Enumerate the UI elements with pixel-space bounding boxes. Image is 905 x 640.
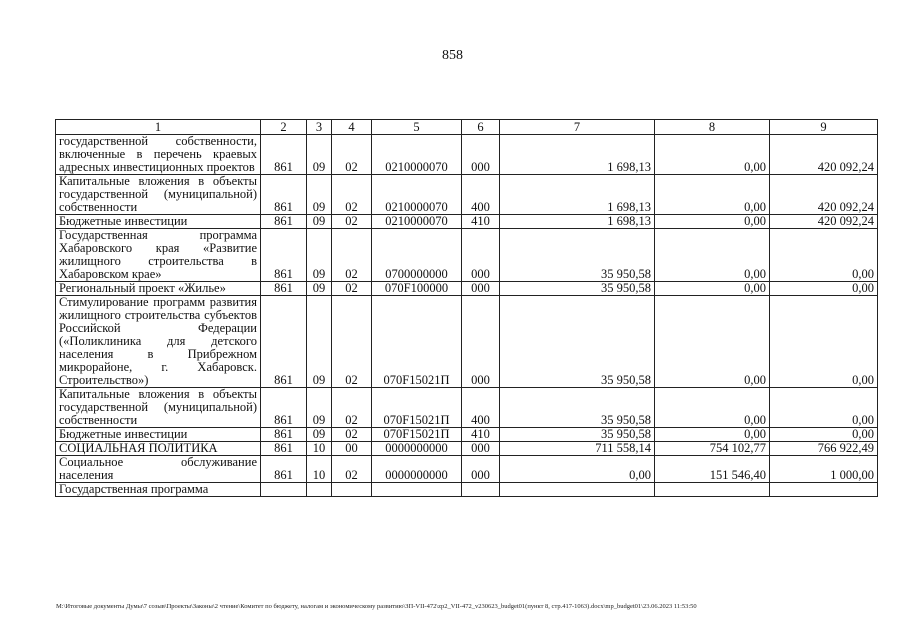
- table-cell: 000: [462, 135, 500, 175]
- table-cell: 400: [462, 388, 500, 428]
- table-cell: 000: [462, 456, 500, 483]
- table-cell: 766 922,49: [770, 442, 878, 456]
- table-cell: 070F15021П: [372, 388, 462, 428]
- table-cell: 10: [307, 442, 332, 456]
- table-cell: 35 950,58: [500, 282, 655, 296]
- table-cell: 09: [307, 229, 332, 282]
- row-name-cell: Социальное обслуживание населения: [56, 456, 261, 483]
- table-cell: 000: [462, 282, 500, 296]
- table-cell: 861: [261, 296, 307, 388]
- table-cell: [770, 483, 878, 497]
- table-cell: [462, 483, 500, 497]
- table-cell: 0,00: [655, 229, 770, 282]
- table-cell: 0,00: [655, 135, 770, 175]
- row-name-cell: Капитальные вложения в объекты государственной (муниципальной) собственности: [56, 175, 261, 215]
- table-cell: 35 950,58: [500, 229, 655, 282]
- table-row: [56, 175, 878, 215]
- table-cell: 861: [261, 215, 307, 229]
- table-cell: 861: [261, 175, 307, 215]
- table-cell: 070F100000: [372, 282, 462, 296]
- row-name-cell: Государственная программа Хабаровского края «Развитие жилищного строительства в Хабаровском крае»: [56, 229, 261, 282]
- table-cell: 070F15021П: [372, 428, 462, 442]
- table-cell: 0,00: [770, 428, 878, 442]
- table-cell: 070F15021П: [372, 296, 462, 388]
- table-cell: 0,00: [655, 175, 770, 215]
- column-header: 3: [307, 120, 332, 135]
- row-name-cell: Стимулирование программ развития жилищного строительства субъектов Российской Федерации («Поликлиника для детского населения в Прибрежном микрорайоне, г. Хабаровск. Строительство»): [56, 296, 261, 388]
- table-cell: 1 698,13: [500, 135, 655, 175]
- table-cell: 000: [462, 296, 500, 388]
- row-name-cell: Региональный проект «Жилье»: [56, 282, 261, 296]
- table-cell: [307, 483, 332, 497]
- table-cell: 0,00: [500, 456, 655, 483]
- table-cell: 0000000000: [372, 442, 462, 456]
- table-cell: 02: [332, 135, 372, 175]
- table-cell: 1 698,13: [500, 215, 655, 229]
- column-header: 4: [332, 120, 372, 135]
- column-header: 8: [655, 120, 770, 135]
- table-cell: 02: [332, 229, 372, 282]
- table-cell: 0210000070: [372, 135, 462, 175]
- table-cell: 0,00: [770, 229, 878, 282]
- table-cell: 420 092,24: [770, 135, 878, 175]
- column-header: 9: [770, 120, 878, 135]
- table-cell: 1 698,13: [500, 175, 655, 215]
- table-row: [56, 282, 878, 296]
- table-cell: 000: [462, 229, 500, 282]
- table-cell: 420 092,24: [770, 175, 878, 215]
- table-cell: 0210000070: [372, 215, 462, 229]
- table-cell: 420 092,24: [770, 215, 878, 229]
- table-row: [56, 135, 878, 175]
- table-row: [56, 483, 878, 497]
- row-name-cell: Бюджетные инвестиции: [56, 215, 261, 229]
- table-cell: 09: [307, 175, 332, 215]
- table-row: [56, 428, 878, 442]
- column-header: 7: [500, 120, 655, 135]
- table-row: [56, 215, 878, 229]
- table-cell: 35 950,58: [500, 388, 655, 428]
- table-cell: 0,00: [655, 388, 770, 428]
- table-cell: 754 102,77: [655, 442, 770, 456]
- table-cell: 861: [261, 456, 307, 483]
- file-path-footer: M:\Итоговые документы Думы\7 созыв\Проекты\Законы\2 чтение\Комитет по бюджету, налогам и экономическому развитию\ЗП-VII-472\zp2_VII-472_v230623_budget01(пункт 8, стр.417-1063).docx\mp_budget01\23.06.2023 11:53:50: [56, 603, 697, 610]
- table-cell: 0,00: [655, 282, 770, 296]
- column-header: 6: [462, 120, 500, 135]
- table-cell: 151 546,40: [655, 456, 770, 483]
- table-cell: 09: [307, 296, 332, 388]
- row-name-cell: Бюджетные инвестиции: [56, 428, 261, 442]
- table-cell: 0,00: [770, 296, 878, 388]
- table-cell: 02: [332, 296, 372, 388]
- table-cell: 861: [261, 282, 307, 296]
- table-cell: 410: [462, 428, 500, 442]
- table-cell: 02: [332, 282, 372, 296]
- table-cell: 861: [261, 229, 307, 282]
- table-row: [56, 388, 878, 428]
- table-cell: 861: [261, 442, 307, 456]
- table-cell: [261, 483, 307, 497]
- table-cell: 0700000000: [372, 229, 462, 282]
- table-cell: [332, 483, 372, 497]
- table-cell: 861: [261, 388, 307, 428]
- table-row: [56, 229, 878, 282]
- table-cell: 0,00: [655, 296, 770, 388]
- page-number: 858: [442, 48, 463, 63]
- table-cell: 0,00: [655, 215, 770, 229]
- row-name-cell: государственной собственности, включенные в перечень краевых адресных инвестиционных проектов: [56, 135, 261, 175]
- budget-table: [55, 119, 878, 497]
- table-header-row: [56, 120, 878, 135]
- table-cell: 1 000,00: [770, 456, 878, 483]
- table-cell: 02: [332, 428, 372, 442]
- row-name-cell: Государственная программа: [56, 483, 261, 497]
- table-cell: 35 950,58: [500, 428, 655, 442]
- table-cell: 02: [332, 215, 372, 229]
- column-header: 5: [372, 120, 462, 135]
- table-cell: 000: [462, 442, 500, 456]
- table-cell: 09: [307, 282, 332, 296]
- table-cell: 02: [332, 175, 372, 215]
- row-name-cell: Капитальные вложения в объекты государственной (муниципальной) собственности: [56, 388, 261, 428]
- table-cell: 861: [261, 428, 307, 442]
- table-cell: 10: [307, 456, 332, 483]
- column-header: 2: [261, 120, 307, 135]
- table-cell: 0000000000: [372, 456, 462, 483]
- table-cell: 0,00: [655, 428, 770, 442]
- table-cell: 711 558,14: [500, 442, 655, 456]
- table-cell: 00: [332, 442, 372, 456]
- table-cell: [655, 483, 770, 497]
- table-cell: 09: [307, 388, 332, 428]
- table-cell: 35 950,58: [500, 296, 655, 388]
- table-cell: 400: [462, 175, 500, 215]
- table-cell: [372, 483, 462, 497]
- table-row: [56, 442, 878, 456]
- table-cell: 861: [261, 135, 307, 175]
- table-cell: 09: [307, 135, 332, 175]
- table-cell: 09: [307, 215, 332, 229]
- table-cell: 02: [332, 388, 372, 428]
- table-cell: 410: [462, 215, 500, 229]
- row-name-cell: СОЦИАЛЬНАЯ ПОЛИТИКА: [56, 442, 261, 456]
- table-cell: 02: [332, 456, 372, 483]
- table-cell: 0210000070: [372, 175, 462, 215]
- table-row: [56, 296, 878, 388]
- table-cell: 0,00: [770, 388, 878, 428]
- table-cell: 0,00: [770, 282, 878, 296]
- column-header: 1: [56, 120, 261, 135]
- table-row: [56, 456, 878, 483]
- table-cell: [500, 483, 655, 497]
- table-cell: 09: [307, 428, 332, 442]
